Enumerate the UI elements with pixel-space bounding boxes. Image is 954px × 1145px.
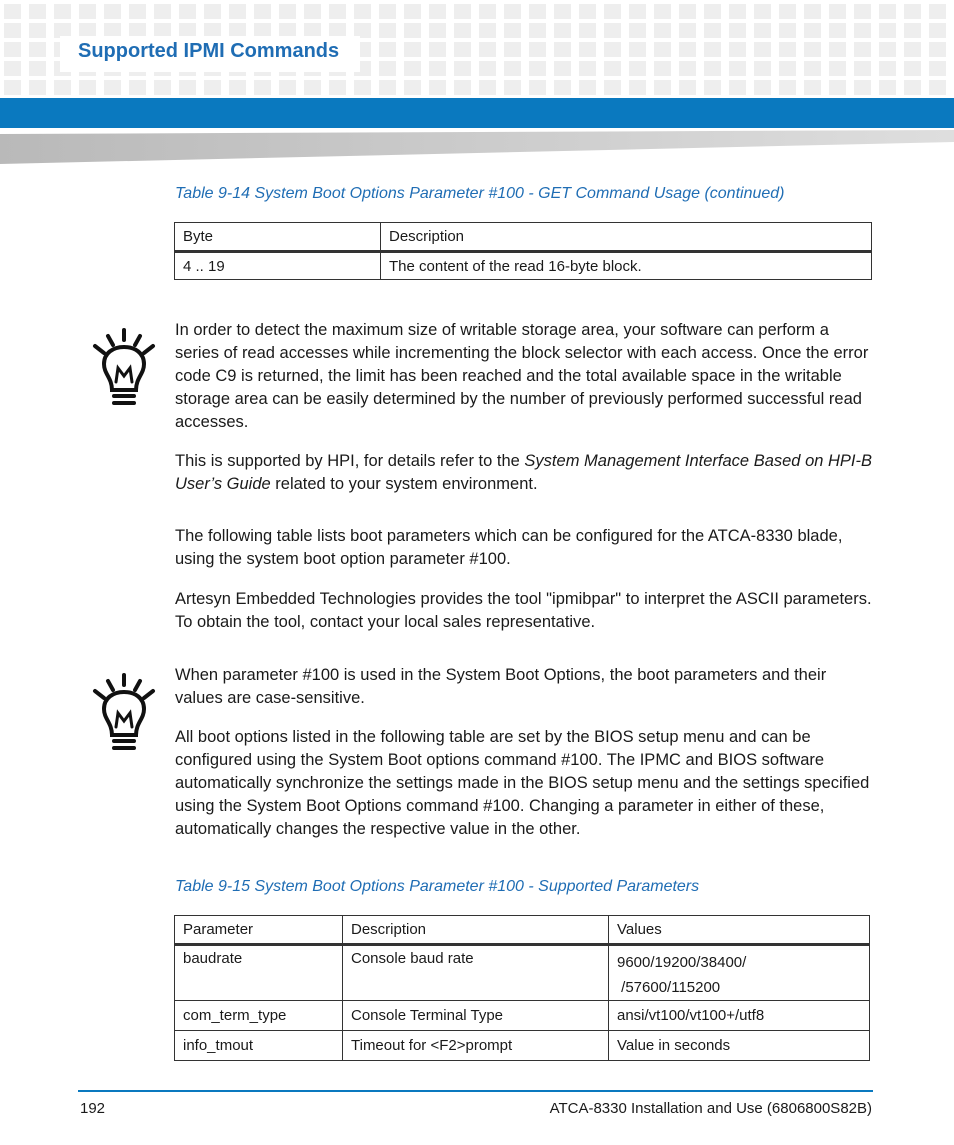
header-tile <box>329 4 346 19</box>
header-tile <box>829 4 846 19</box>
header-tile <box>904 61 921 76</box>
header-tile <box>529 61 546 76</box>
header-tile <box>704 23 721 38</box>
header-tile <box>254 80 271 95</box>
table-row <box>175 945 870 1001</box>
header-tile <box>529 4 546 19</box>
header-tile <box>179 80 196 95</box>
table-cell: 4 .. 19 <box>175 252 381 280</box>
header-tile <box>404 61 421 76</box>
header-tile <box>704 61 721 76</box>
header-tile <box>654 42 671 57</box>
header-tile <box>904 42 921 57</box>
header-tile <box>554 80 571 95</box>
header-tile <box>629 80 646 95</box>
header-tile <box>754 80 771 95</box>
column-header: Description <box>343 916 609 945</box>
lightbulb-icon <box>92 328 156 410</box>
column-header: Parameter <box>175 916 343 945</box>
header-tile <box>129 4 146 19</box>
header-tile <box>554 4 571 19</box>
header-tile <box>729 80 746 95</box>
note-paragraph: All boot options listed in the following table are set by the BIOS setup menu and can be configured using the System Boot options command #100. The IPMC and BIOS software automatically synchronize the settings made in the BIOS setup menu and the settings specified using the System Boot Options command #100. Changing a parameter in either of these, automatically changes the respective value in the other. <box>175 728 870 838</box>
header-tile <box>4 80 21 95</box>
header-tile <box>4 23 21 38</box>
header-tile <box>379 23 396 38</box>
header-tile <box>554 23 571 38</box>
header-tile <box>479 80 496 95</box>
column-header: Byte <box>175 223 381 252</box>
header-tile <box>679 80 696 95</box>
supported-parameters-table <box>174 915 870 1061</box>
header-tile <box>829 61 846 76</box>
header-tile <box>479 4 496 19</box>
header-tile <box>879 80 896 95</box>
header-tile <box>754 42 771 57</box>
header-tile <box>704 4 721 19</box>
header-tile <box>179 4 196 19</box>
header-tile <box>854 23 871 38</box>
header-tile <box>529 23 546 38</box>
header-tile <box>29 80 46 95</box>
header-tile <box>354 80 371 95</box>
header-tile <box>29 4 46 19</box>
header-tile <box>504 23 521 38</box>
note-paragraph: When parameter #100 is used in the System Boot Options, the boot parameters and their values are case-sensitive. <box>175 666 827 707</box>
get-command-table <box>174 222 872 280</box>
header-tile <box>729 42 746 57</box>
header-tile <box>254 4 271 19</box>
header-tile <box>404 23 421 38</box>
header-tile <box>854 42 871 57</box>
header-tile <box>929 4 946 19</box>
document-title: ATCA-8330 Installation and Use (6806800S82B) <box>549 1100 872 1117</box>
header-tile <box>729 61 746 76</box>
header-tile <box>429 42 446 57</box>
header-tile <box>329 80 346 95</box>
header-tile <box>379 80 396 95</box>
header-tile <box>279 80 296 95</box>
footer-divider <box>78 1090 873 1092</box>
header-tile <box>879 23 896 38</box>
header-tile <box>454 23 471 38</box>
header-tile <box>454 42 471 57</box>
lightbulb-icon <box>92 673 156 755</box>
header-wedge <box>0 128 954 164</box>
header-tile <box>754 61 771 76</box>
header-tile <box>879 42 896 57</box>
header-tile <box>4 61 21 76</box>
document-reference: System Management Interface Based on HPI-B User’s Guide <box>175 452 873 493</box>
header-tile <box>504 4 521 19</box>
header-tile <box>729 4 746 19</box>
header-tile <box>579 61 596 76</box>
header-tile <box>29 61 46 76</box>
header-tile <box>529 42 546 57</box>
header-tile <box>404 4 421 19</box>
header-tile <box>629 61 646 76</box>
header-tile <box>204 80 221 95</box>
header-tile <box>929 80 946 95</box>
header-tile <box>854 4 871 19</box>
header-tile <box>554 61 571 76</box>
table-cell: The content of the read 16-byte block. <box>381 252 872 280</box>
table-cell: info_tmout <box>175 1031 343 1061</box>
header-tile <box>829 80 846 95</box>
header-tile <box>654 80 671 95</box>
header-tile <box>454 80 471 95</box>
header-tile <box>204 4 221 19</box>
header-tile <box>304 4 321 19</box>
table-row <box>175 1031 870 1061</box>
header-tile <box>779 4 796 19</box>
table-cell: ansi/vt100/vt100+/utf8 <box>609 1001 870 1031</box>
header-tile <box>679 42 696 57</box>
header-tile <box>129 80 146 95</box>
header-tile <box>579 42 596 57</box>
header-tile <box>104 4 121 19</box>
table-cell: baudrate <box>175 945 343 1001</box>
header-tile <box>654 4 671 19</box>
header-tile <box>429 61 446 76</box>
header-tile <box>929 42 946 57</box>
header-tile <box>704 42 721 57</box>
header-tile <box>229 80 246 95</box>
header-tile <box>379 4 396 19</box>
header-tile <box>929 23 946 38</box>
header-tile <box>29 23 46 38</box>
header-tile <box>729 23 746 38</box>
header-tile <box>829 42 846 57</box>
page-title: Supported IPMI Commands <box>78 40 340 62</box>
table-cell: com_term_type <box>175 1001 343 1031</box>
header-tile <box>654 61 671 76</box>
header-tile <box>454 61 471 76</box>
header-tile <box>79 4 96 19</box>
header-tile <box>904 4 921 19</box>
header-tile <box>679 4 696 19</box>
header-tile <box>479 42 496 57</box>
header-tile <box>829 23 846 38</box>
page-number: 192 <box>80 1100 106 1117</box>
header-tile <box>854 80 871 95</box>
header-tile <box>629 42 646 57</box>
header-tile <box>54 80 71 95</box>
header-tile <box>879 4 896 19</box>
header-tile <box>604 4 621 19</box>
header-tile <box>804 23 821 38</box>
header-tile <box>704 80 721 95</box>
header-tile <box>579 4 596 19</box>
header-tile <box>604 61 621 76</box>
header-tile <box>504 61 521 76</box>
header-tile <box>404 42 421 57</box>
header-tile <box>779 61 796 76</box>
header-tile <box>804 4 821 19</box>
header-tile <box>604 23 621 38</box>
header-tile <box>154 80 171 95</box>
header-tile <box>429 80 446 95</box>
note-paragraph: In order to detect the maximum size of writable storage area, your software can perform a series of read accesses while incrementing the block selector with each access. Once the error code C9 is returned, the limit has been reached and the total available space in the writable storage area can be easily determined by the number of previously performed successful read accesses. <box>175 321 869 431</box>
header-tile <box>779 23 796 38</box>
header-tile <box>554 42 571 57</box>
header-tile <box>379 42 396 57</box>
header-tile <box>104 80 121 95</box>
body-paragraph: The following table lists boot parameters which can be configured for the ATCA-8330 blade, using the system boot option parameter #100. <box>175 527 843 568</box>
table-caption: Table 9-15 System Boot Options Parameter #100 - Supported Parameters <box>175 878 700 895</box>
column-header: Description <box>381 223 872 252</box>
header-tile <box>379 61 396 76</box>
header-tile <box>4 4 21 19</box>
header-tile <box>354 4 371 19</box>
note-reference-paragraph: This is supported by HPI, for details refer to the System Management Interface Based on HPI-B User’s Guide related to your system environment. <box>175 452 873 493</box>
header-tile <box>804 80 821 95</box>
header-tile <box>929 61 946 76</box>
header-tile <box>779 80 796 95</box>
header-tile <box>579 23 596 38</box>
header-tile <box>679 61 696 76</box>
header-tile <box>854 61 871 76</box>
header-tile <box>629 4 646 19</box>
header-tile <box>629 23 646 38</box>
table-cell: 9600/19200/38400/ /57600/115200 <box>609 945 870 1001</box>
header-tile <box>429 23 446 38</box>
header-tile <box>529 80 546 95</box>
header-tile <box>304 80 321 95</box>
table-cell: Console Terminal Type <box>343 1001 609 1031</box>
header-tile <box>279 4 296 19</box>
header-tile <box>579 80 596 95</box>
header-tile <box>804 61 821 76</box>
header-tile <box>229 4 246 19</box>
table-caption: Table 9-14 System Boot Options Parameter #100 - GET Command Usage (continued) <box>175 185 785 202</box>
body-paragraph: Artesyn Embedded Technologies provides the tool "ipmibpar" to interpret the ASCII parameters. To obtain the tool, contact your local sales representative. <box>175 590 872 631</box>
header-tile <box>779 42 796 57</box>
header-tile <box>754 4 771 19</box>
table-row <box>175 1001 870 1031</box>
header-tile <box>879 61 896 76</box>
table-cell: Timeout for <F2>prompt <box>343 1031 609 1061</box>
header-tile <box>429 4 446 19</box>
header-tile <box>479 23 496 38</box>
header-tile <box>29 42 46 57</box>
header-tile <box>754 23 771 38</box>
header-tile <box>454 4 471 19</box>
header-tile <box>679 23 696 38</box>
table-cell: Console baud rate <box>343 945 609 1001</box>
header-tile <box>4 42 21 57</box>
header-tile <box>54 4 71 19</box>
header-tile <box>904 80 921 95</box>
header-tile <box>904 23 921 38</box>
header-tile <box>604 80 621 95</box>
header-tile <box>804 42 821 57</box>
column-header: Values <box>609 916 870 945</box>
header-bar <box>0 98 954 128</box>
header-tile <box>654 23 671 38</box>
table-row <box>175 252 872 280</box>
header-tile <box>604 42 621 57</box>
table-cell: Value in seconds <box>609 1031 870 1061</box>
header-tile <box>504 80 521 95</box>
header-tile <box>154 4 171 19</box>
header-tile <box>479 61 496 76</box>
header-tile <box>404 80 421 95</box>
header-tile <box>504 42 521 57</box>
header-tile <box>79 80 96 95</box>
